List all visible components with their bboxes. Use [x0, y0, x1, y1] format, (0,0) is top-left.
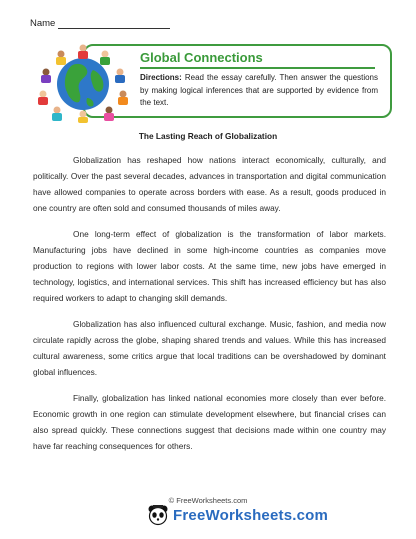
brand-part-com: .com — [292, 506, 329, 524]
name-line[interactable] — [58, 19, 170, 29]
essay-paragraph: Globalization has also influenced cultural exchange. Music, fashion, and media now circulate rapidly across the globe, shaping shared trends and values. While this has increased cultural awareness, some critics argue that local traditions can be overshadowed by dominant global influences. — [33, 319, 386, 377]
footer-brand — [147, 504, 328, 526]
essay-paragraph: Finally, globalization has linked national economies more closely than ever before. Economic growth in one region can stimulate development elsewhere, but financial crises can also spread quickly. These connections suggest that decisions made within one country may have far reaching consequences for others. — [33, 393, 386, 451]
worksheet-title: Global Connections — [140, 50, 263, 65]
directions-text — [140, 72, 378, 110]
name-label: Name — [30, 18, 56, 29]
brand-part-free: Free — [173, 506, 206, 524]
directions-body: Read the essay carefully. Then answer the questions by making logical inferences that are supported by evidence from the text. — [140, 73, 378, 107]
directions-label: Directions: — [140, 73, 182, 82]
brand-wordmark — [173, 507, 328, 524]
essay-body — [33, 152, 386, 464]
essay-paragraph: One long-term effect of globalization is the transformation of labor markets. Manufacturing jobs have declined in some high-income countries as companies move production to regions with lower labor costs. At the same time, new jobs have emerged in technology, logistics, and international services. This shift has increased efficiency but has also required workers to adapt to changing skill demands. — [33, 229, 386, 303]
brand-part-worksheets: Worksheets — [205, 506, 293, 524]
panda-logo-icon — [147, 504, 169, 526]
essay-paragraph: Globalization has reshaped how nations interact economically, culturally, and politically. Over the past several decades, advances in transportation and digital communication have allowed companies to operate across borders with ease. As a result, goods produced in one country are often sold and consumed thousands of miles away. — [33, 155, 386, 213]
copyright-symbol: © — [168, 496, 175, 505]
globe-with-children-icon — [33, 40, 133, 124]
title-divider — [140, 67, 375, 69]
name-field — [30, 18, 170, 29]
essay-title: The Lasting Reach of Globalization — [138, 131, 278, 141]
footer-url-text: FreeWorksheets.com — [174, 496, 248, 505]
